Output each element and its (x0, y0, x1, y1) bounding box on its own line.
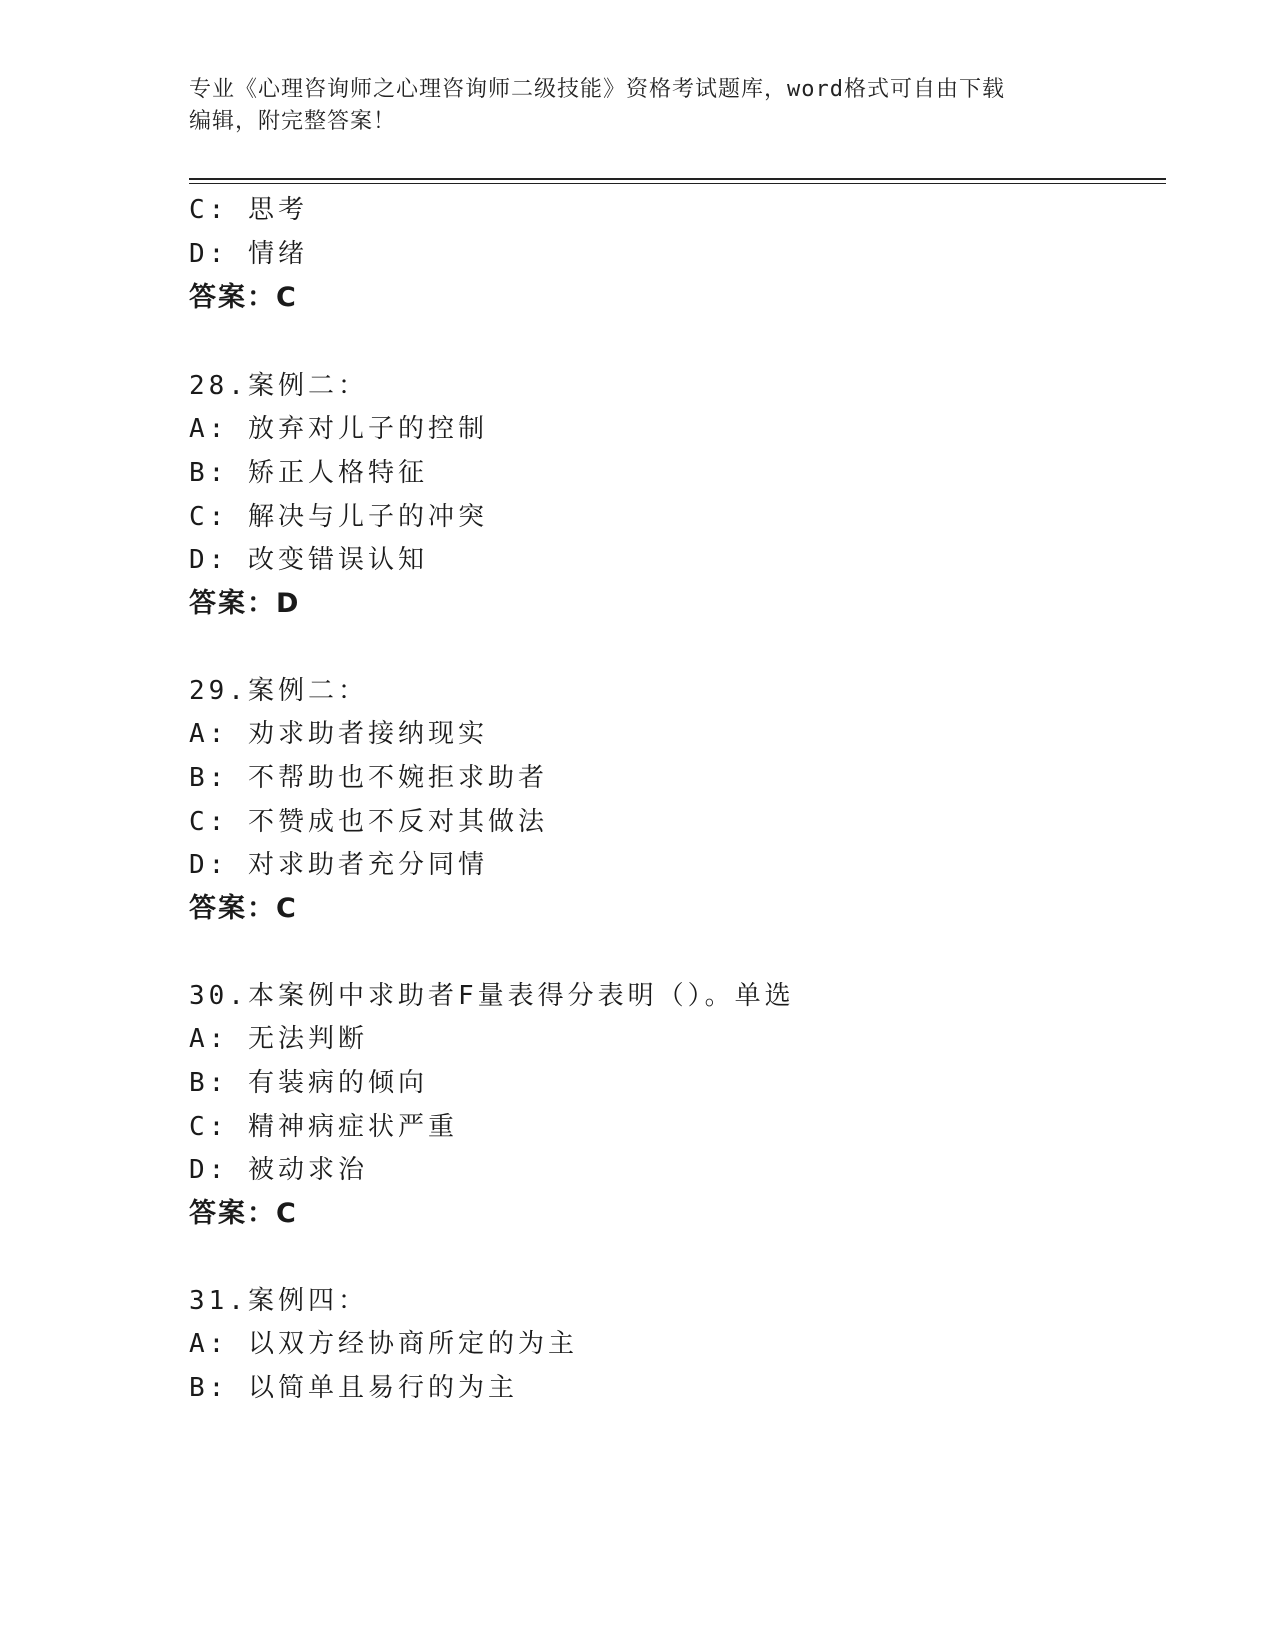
option-c: C: 解决与儿子的冲突 (189, 502, 488, 532)
header-line-2: 编辑，附完整答案！ (189, 109, 397, 134)
option-b: B: 不帮助也不婉拒求助者 (189, 763, 548, 793)
option-a: A: 放弃对儿子的控制 (189, 414, 488, 444)
question-stem: 28.案例二： (189, 371, 368, 401)
option-a: A: 劝求助者接纳现实 (189, 719, 488, 749)
question-stem: 29.案例二： (189, 676, 368, 706)
answer-line: 答案：C (189, 282, 298, 313)
answer-line: 答案：D (189, 588, 301, 619)
question-stem: 30.本案例中求助者F量表得分表明（）。单选 (189, 981, 795, 1011)
option-c: C: 思考 (189, 195, 308, 225)
option-d: D: 被动求治 (189, 1155, 368, 1185)
header-line-1: 专业《心理咨询师之心理咨询师二级技能》资格考试题库，word格式可自由下载 (189, 77, 1005, 102)
option-b: B: 以简单且易行的为主 (189, 1373, 518, 1403)
option-b: B: 矫正人格特征 (189, 458, 428, 488)
option-d: D: 改变错误认知 (189, 545, 428, 575)
header-rule-thin (189, 183, 1166, 184)
option-a: A: 以双方经协商所定的为主 (189, 1329, 578, 1359)
option-c: C: 不赞成也不反对其做法 (189, 807, 548, 837)
document-header (189, 74, 1089, 138)
option-d: D: 情绪 (189, 239, 308, 269)
answer-line: 答案：C (189, 893, 298, 924)
answer-line: 答案：C (189, 1198, 298, 1229)
option-c: C: 精神病症状严重 (189, 1112, 458, 1142)
option-a: A: 无法判断 (189, 1024, 368, 1054)
option-d: D: 对求助者充分同情 (189, 850, 488, 880)
question-stem: 31.案例四： (189, 1286, 368, 1316)
header-rule-thick (189, 178, 1166, 180)
option-b: B: 有装病的倾向 (189, 1068, 428, 1098)
